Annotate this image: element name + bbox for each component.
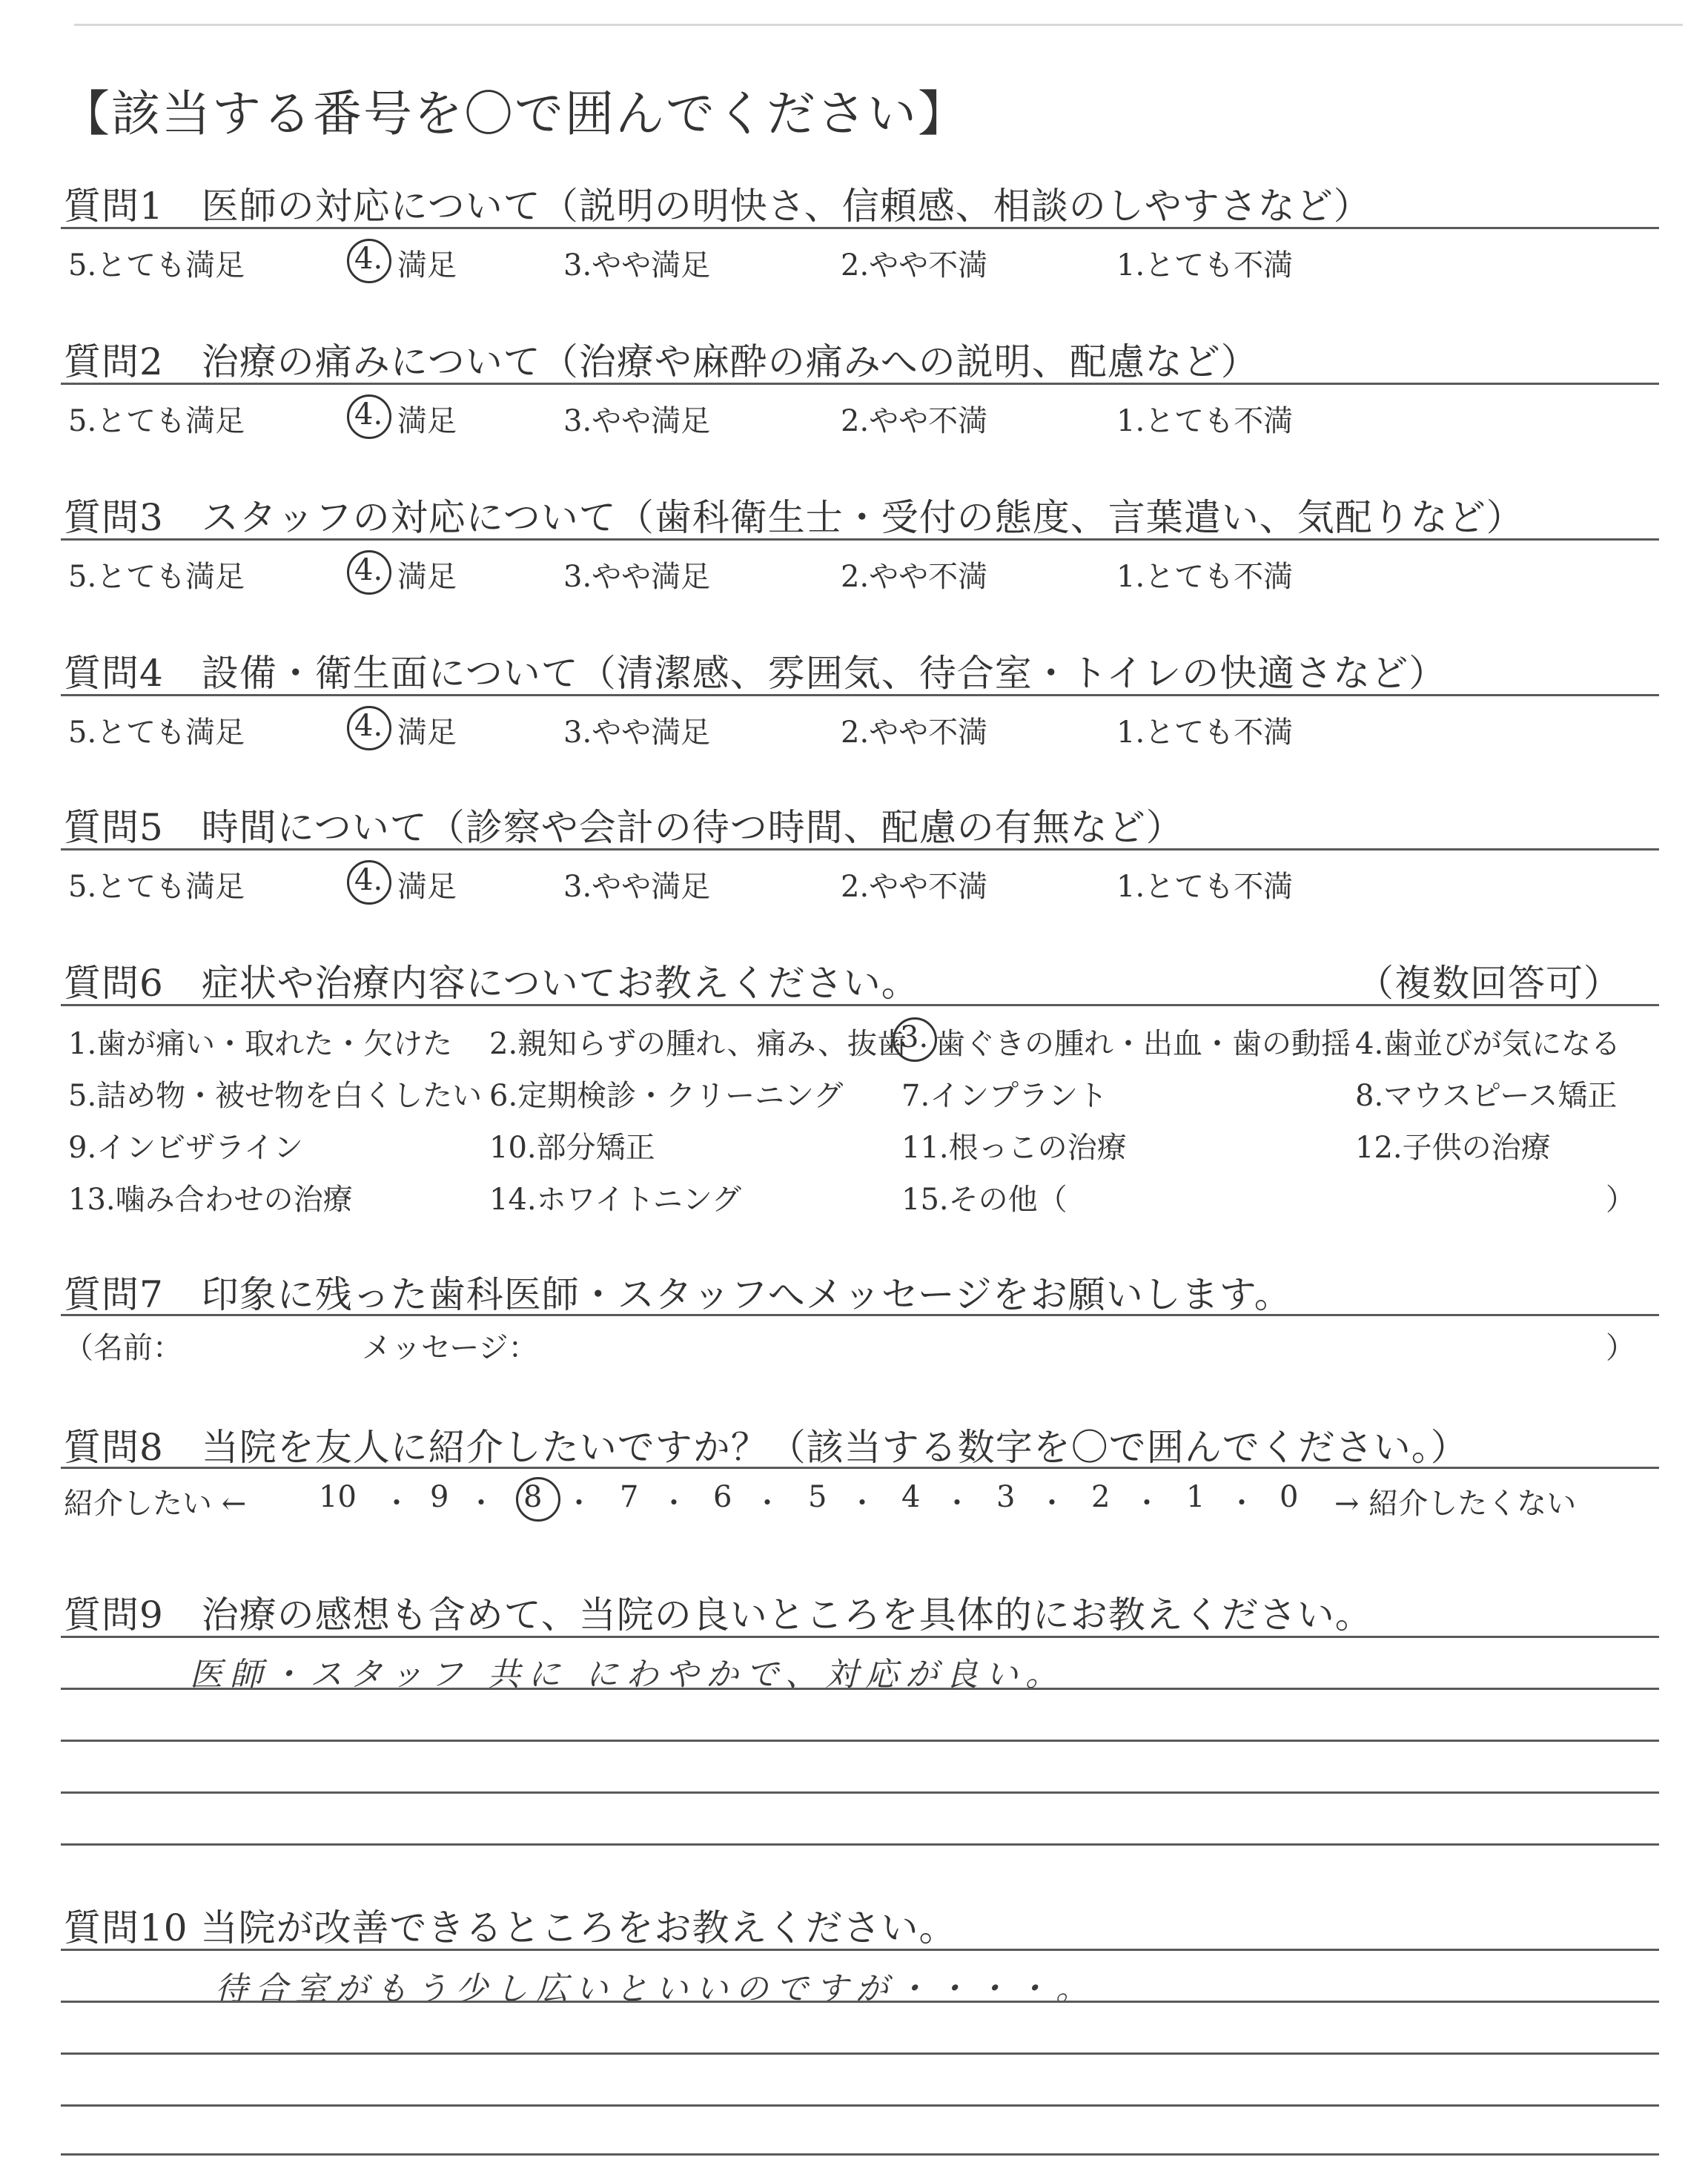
scale-7[interactable]: 7 — [620, 1480, 639, 1514]
option-2[interactable]: 2.やや不満 — [841, 404, 988, 438]
option-5[interactable]: 5.とても満足 — [68, 248, 245, 283]
scale-separator: ・ — [1038, 1487, 1067, 1519]
option-4-number[interactable] — [354, 553, 383, 587]
option-2[interactable]: 2.やや不満 — [841, 716, 988, 750]
scale-2[interactable]: 2 — [1091, 1480, 1110, 1514]
top-border — [74, 24, 1683, 26]
scale-separator: ・ — [753, 1487, 782, 1519]
scale-4[interactable]: 4 — [901, 1480, 921, 1514]
answer-line — [61, 2052, 1659, 2055]
scale-separator: ・ — [467, 1487, 496, 1519]
option-4-label: 満足 — [397, 870, 457, 904]
symptom-item-10[interactable]: 10.部分矯正 — [489, 1131, 655, 1165]
question-6-note: （複数回答可） — [1357, 962, 1621, 1005]
option-4-number[interactable] — [354, 863, 383, 897]
question-6-title: 質問6 症状や治療内容についてお教えください。 — [64, 962, 919, 1005]
selected-circle: 3. — [900, 1020, 929, 1054]
scale-6[interactable]: 6 — [713, 1480, 732, 1514]
scale-10[interactable]: 10 — [319, 1480, 357, 1514]
selected-circle: 4. — [354, 863, 383, 897]
option-1[interactable]: 1.とても不満 — [1116, 248, 1294, 283]
option-3[interactable]: 3.やや満足 — [563, 870, 711, 904]
scale-separator: ・ — [1228, 1487, 1257, 1519]
symptom-item-11[interactable]: 11.根っこの治療 — [901, 1131, 1127, 1165]
answer-line — [61, 1843, 1659, 1846]
scale-8-selected[interactable] — [523, 1480, 542, 1514]
scale-5[interactable]: 5 — [808, 1480, 827, 1514]
symptom-item-4[interactable]: 4.歯並びが気になる — [1355, 1027, 1621, 1061]
page-title: 【該当する番号を〇で囲んでください】 — [61, 85, 968, 142]
question-5-title: 質問5 時間について（診察や会計の待つ時間、配慮の有無など） — [64, 806, 1184, 849]
selected-circle: 8 — [523, 1480, 543, 1514]
scale-separator: ・ — [943, 1487, 972, 1519]
question-4-rule — [61, 694, 1659, 696]
symptom-item-14[interactable]: 14.ホワイトニング — [489, 1183, 742, 1217]
option-1[interactable]: 1.とても不満 — [1116, 870, 1294, 904]
option-5[interactable]: 5.とても満足 — [68, 716, 245, 750]
symptom-item-1[interactable]: 1.歯が痛い・取れた・欠けた — [68, 1027, 453, 1061]
option-5[interactable]: 5.とても満足 — [68, 560, 245, 594]
answer-line — [61, 1740, 1659, 1742]
answer-line — [61, 2001, 1659, 2003]
symptom-item-9[interactable]: 9.インビザライン — [68, 1131, 303, 1165]
option-4-number[interactable] — [354, 397, 383, 432]
answer-line — [61, 1791, 1659, 1794]
name-label: （名前： — [64, 1331, 182, 1365]
question-9-answer[interactable]: 医師・スタッフ 共に にわやかで、対応が良い。 — [190, 1656, 1066, 1694]
scale-separator: ・ — [1133, 1487, 1162, 1519]
question-10-title: 質問10 当院が改善できるところをお教えください。 — [64, 1906, 957, 1949]
option-1[interactable]: 1.とても不満 — [1116, 404, 1294, 438]
scale-1[interactable]: 1 — [1186, 1480, 1205, 1514]
option-2[interactable]: 2.やや不満 — [841, 248, 988, 283]
scale-separator: ・ — [660, 1487, 689, 1519]
message-label: メッセージ： — [362, 1331, 538, 1365]
scale-separator: ・ — [565, 1487, 594, 1519]
message-close-paren: ） — [1606, 1331, 1635, 1365]
option-5[interactable]: 5.とても満足 — [68, 870, 245, 904]
question-7-title: 質問7 印象に残った歯科医師・スタッフへメッセージをお願いします。 — [64, 1273, 1292, 1316]
symptom-item-3-number[interactable] — [900, 1020, 928, 1054]
selected-circle: 4. — [354, 397, 383, 432]
symptom-item-13[interactable]: 13.噛み合わせの治療 — [68, 1183, 353, 1217]
symptom-item-7[interactable]: 7.インプラント — [901, 1079, 1108, 1113]
symptom-item-2[interactable]: 2.親知らずの腫れ、痛み、抜歯 — [489, 1027, 907, 1061]
option-1[interactable]: 1.とても不満 — [1116, 716, 1294, 750]
option-4-number[interactable] — [354, 242, 383, 276]
question-8-title: 質問8 当院を友人に紹介したいですか？（該当する数字を〇で囲んでください。） — [64, 1426, 1469, 1469]
option-2[interactable]: 2.やや不満 — [841, 560, 988, 594]
symptom-item-3-label: 歯ぐきの腫れ・出血・歯の動揺 — [936, 1027, 1351, 1061]
question-2-rule — [61, 383, 1659, 385]
question-2-title: 質問2 治療の痛みについて（治療や麻酔の痛みへの説明、配慮など） — [64, 340, 1259, 383]
answer-line — [61, 1688, 1659, 1690]
option-3[interactable]: 3.やや満足 — [563, 404, 711, 438]
option-4-label: 満足 — [397, 404, 457, 438]
selected-circle: 4. — [354, 242, 383, 276]
question-3-title: 質問3 スタッフの対応について（歯科衛生士・受付の態度、言葉遣い、気配りなど） — [64, 496, 1524, 539]
recommend-right-label: → 紹介したくない — [1334, 1487, 1577, 1521]
symptom-item-6[interactable]: 6.定期検診・クリーニング — [489, 1079, 844, 1113]
question-10-rule — [61, 1949, 1659, 1951]
selected-circle: 4. — [354, 709, 383, 743]
option-4-label: 満足 — [397, 716, 457, 750]
question-8-rule — [61, 1467, 1659, 1469]
question-3-rule — [61, 538, 1659, 541]
question-10-answer[interactable]: 待合室がもう少し広いといいのですが・・・・。 — [215, 1970, 1096, 2008]
question-5-rule — [61, 848, 1659, 851]
scale-separator: ・ — [848, 1487, 877, 1519]
symptom-item-12[interactable]: 12.子供の治療 — [1355, 1131, 1551, 1165]
option-5[interactable]: 5.とても満足 — [68, 404, 245, 438]
symptom-item-8[interactable]: 8.マウスピース矯正 — [1355, 1079, 1618, 1113]
scale-3[interactable]: 3 — [996, 1480, 1016, 1514]
option-1[interactable]: 1.とても不満 — [1116, 560, 1294, 594]
option-4-label: 満足 — [397, 560, 457, 594]
recommend-left-label: 紹介したい ← — [64, 1487, 247, 1521]
option-4-number[interactable] — [354, 709, 383, 743]
option-3[interactable]: 3.やや満足 — [563, 716, 711, 750]
answer-line — [61, 2153, 1659, 2156]
scale-0[interactable]: 0 — [1280, 1480, 1299, 1514]
question-4-title: 質問4 設備・衛生面について（清潔感、雰囲気、待合室・トイレの快適さなど） — [64, 652, 1447, 695]
answer-line — [61, 2104, 1659, 2107]
question-9-rule — [61, 1636, 1659, 1638]
other-close-paren: ） — [1606, 1183, 1635, 1217]
selected-circle: 4. — [354, 553, 383, 587]
question-7-rule — [61, 1314, 1659, 1316]
option-4-label: 満足 — [397, 248, 457, 283]
question-6-rule — [61, 1004, 1659, 1006]
question-9-title: 質問9 治療の感想も含めて、当院の良いところを具体的にお教えください。 — [64, 1593, 1373, 1636]
symptom-item-15[interactable]: 15.その他（ — [901, 1183, 1068, 1217]
option-2[interactable]: 2.やや不満 — [841, 870, 988, 904]
scale-9[interactable]: 9 — [430, 1480, 449, 1514]
option-3[interactable]: 3.やや満足 — [563, 248, 711, 283]
option-3[interactable]: 3.やや満足 — [563, 560, 711, 594]
symptom-item-5[interactable]: 5.詰め物・被せ物を白くしたい — [68, 1079, 483, 1113]
question-1-rule — [61, 227, 1659, 229]
question-1-title: 質問1 医師の対応について（説明の明快さ、信頼感、相談のしやすさなど） — [64, 185, 1371, 228]
scale-separator: ・ — [383, 1487, 411, 1519]
